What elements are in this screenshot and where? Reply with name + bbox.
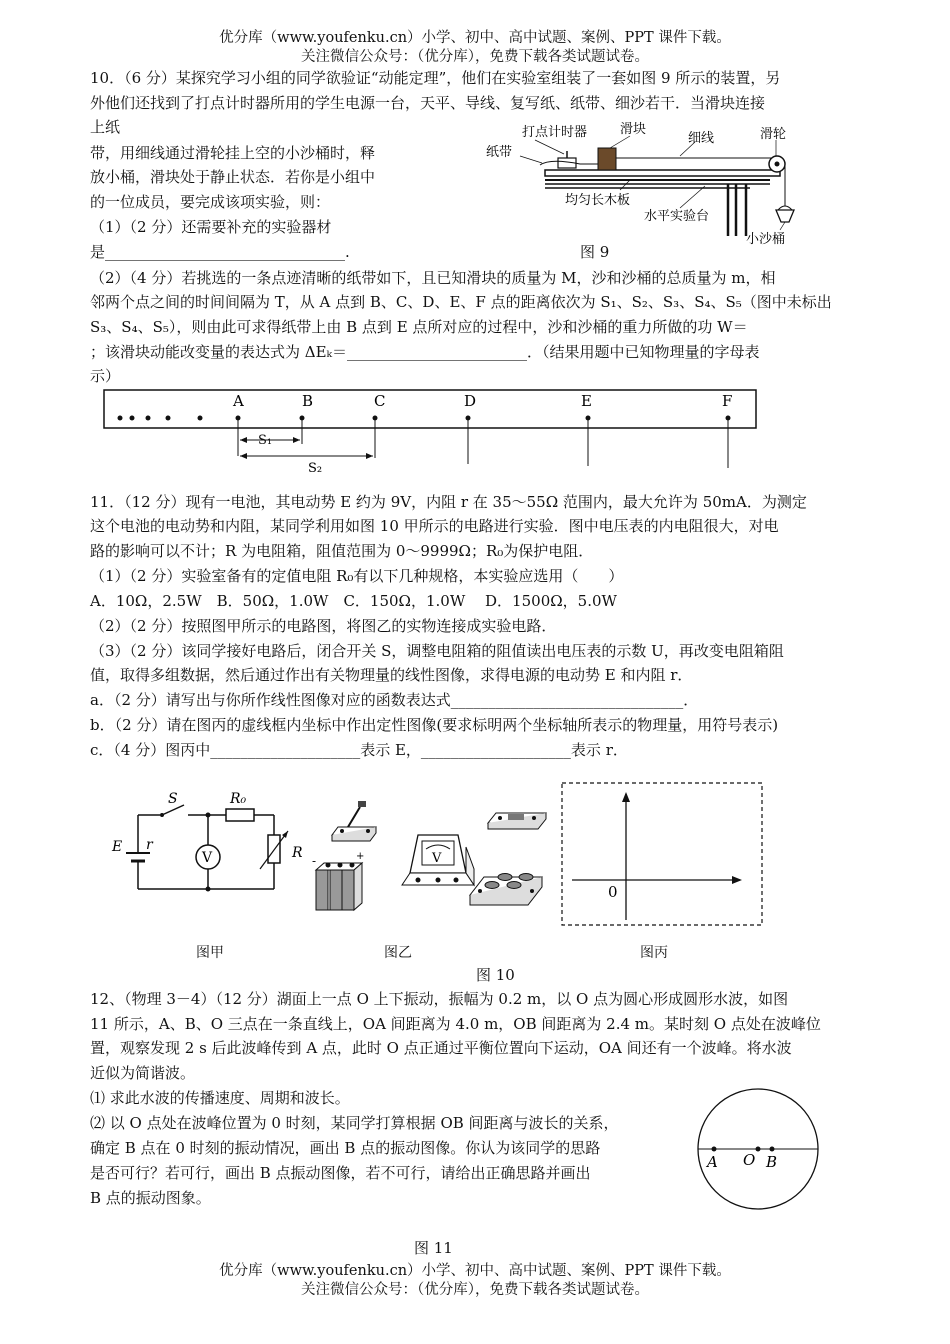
q11-line-8: 值，取得多组数据，然后通过作出有关物理量的线性图像，求得电源的电动势 E 和内阻 r． bbox=[90, 666, 693, 684]
q12-line-5: ⑴ 求此水波的传播速度、周期和波长。 bbox=[90, 1089, 350, 1107]
label-tape: 纸带 bbox=[486, 145, 513, 160]
svg-text:-: - bbox=[312, 854, 317, 868]
header-line-1: 优分库（www.youfenku.cn）小学、初中、高中试题、案例、PPT 课件下载。 bbox=[219, 30, 731, 46]
svg-text:R: R bbox=[292, 845, 303, 861]
q10-line-5: 放小桶，滑块处于静止状态．若你是小组中 bbox=[90, 168, 376, 186]
svg-text:A: A bbox=[707, 1153, 718, 1171]
q12-line-4: 近似为简谐波。 bbox=[90, 1064, 196, 1082]
q12-line-8: 是否可行？若可行，画出 B 点振动图像，若不可行，请给出正确思路并画出 bbox=[90, 1164, 591, 1182]
q12-line-1: 12、（物理 3－4）（12 分）湖面上一点 O 上下振动，振幅为 0.2 m，以 O 点为圆心形成圆形水波，如图 bbox=[90, 990, 789, 1008]
point-o bbox=[756, 1147, 761, 1152]
figure-10-jia-caption: 图甲 bbox=[196, 945, 224, 961]
paper-tape-figure bbox=[100, 386, 765, 476]
q10-line-9: （2）（4 分）若挑选的一条点迹清晰的纸带如下，且已知滑块的质量为 M，沙和沙桶的总质量为 m，相 bbox=[90, 269, 776, 287]
svg-text:D: D bbox=[464, 392, 477, 410]
q11-line-9: a．（2 分）请写出与你所作线性图像对应的函数表达式_______________________________． bbox=[90, 691, 699, 709]
q10-line-3: 上纸 bbox=[90, 118, 121, 136]
s2-label: S₂ bbox=[308, 461, 323, 476]
q10-line-2: 外他们还找到了打点计时器所用的学生电源一台，天平、导线、复写纸、纸带、细沙若干．当滑块连接 bbox=[90, 94, 766, 112]
tape-point-f bbox=[722, 392, 732, 468]
svg-text:O: O bbox=[743, 1151, 756, 1169]
svg-text:R₀: R₀ bbox=[230, 791, 247, 807]
sand-bucket bbox=[776, 210, 794, 222]
resistance-box bbox=[470, 874, 542, 906]
voltmeter-device bbox=[402, 835, 474, 885]
q11-line-10: b．（2 分）请在图丙的虚线框内坐标中作出定性图像(要求标明两个坐标轴所表示的物理量，用符号表示) bbox=[90, 716, 779, 734]
q11-line-3: 路的影响可以不计；R 为电阻箱，阻值范围为 0～9999Ω；R₀为保护电阻． bbox=[90, 542, 594, 560]
figure-10-caption: 图 10 bbox=[476, 966, 515, 984]
s1-label: S₁ bbox=[258, 433, 273, 448]
q12-line-2: 11 所示，A、B、O 三点在一条直线上，OA 间距离为 4.0 m，OB 间距离为 2.4 m。某时刻 O 点处在波峰位 bbox=[90, 1015, 821, 1033]
q10-line-13: 示） bbox=[90, 367, 121, 385]
svg-text:r: r bbox=[146, 837, 153, 853]
label-pulley: 滑轮 bbox=[760, 127, 787, 142]
label-table: 水平实验台 bbox=[644, 209, 710, 224]
point-a bbox=[712, 1147, 717, 1152]
footer-line-2: 关注微信公众号：（优分库），免费下载各类试题试卷。 bbox=[301, 1282, 649, 1298]
q10-line-6: 的一位成员，要完成该项实验，则： bbox=[90, 193, 331, 211]
q11-line-2: 这个电池的电动势和内阻，某同学利用如图 10 甲所示的电路进行实验．图中电压表的内电阻很大，对电 bbox=[90, 517, 779, 535]
battery-pack bbox=[312, 851, 364, 910]
q12-line-7: 确定 B 点在 0 时刻的振动情况，画出 B 点的振动图像。你认为该同学的思路 bbox=[90, 1139, 601, 1157]
q10-line-7: （1）（2 分）还需要补充的实验器材 bbox=[90, 218, 332, 236]
svg-text:F: F bbox=[722, 392, 733, 410]
q10-line-10: 邻两个点之间的时间间隔为 T，从 A 点到 B、C、D、E、F 点的距离依次为 S₁、S₂、S₃、S₄、S₅（图中未标出 bbox=[90, 293, 832, 311]
point-b bbox=[770, 1147, 775, 1152]
long-board bbox=[545, 170, 780, 176]
q12-line-3: 置，观察发现 2 s 后此波峰传到 A 点，此时 O 点正通过平衡位置向下运动，OA 间还有一个波峰。将水波 bbox=[90, 1039, 792, 1057]
q11-line-4: （1）（2 分）实验室备有的定值电阻 R₀有以下几种规格，本实验应选用（ ） bbox=[90, 567, 624, 585]
label-string: 细线 bbox=[688, 131, 715, 146]
q10-line-11: S₃、S₄、S₅），则由此可求得纸带上由 B 点到 E 点所对应的过程中，沙和沙桶的重力所做的功 W＝ bbox=[90, 318, 748, 336]
fixed-resistor bbox=[488, 813, 546, 829]
q11-line-6: （2）（2 分）按照图甲所示的电路图，将图乙的实物连接成实验电路． bbox=[90, 617, 557, 635]
q11-line-11: c．（4 分）图丙中____________________表示 E，____________________表示 r． bbox=[90, 741, 628, 759]
figure-9-caption: 图 9 bbox=[580, 243, 610, 261]
svg-text:V: V bbox=[202, 850, 213, 866]
label-board: 均匀长木板 bbox=[565, 193, 631, 208]
q10-line-4: 带，用细线通过滑轮挂上空的小沙桶时，释 bbox=[90, 144, 376, 162]
svg-text:V: V bbox=[432, 851, 442, 866]
figure-10-jia-circuit bbox=[108, 785, 318, 915]
label-timer: 打点计时器 bbox=[522, 125, 588, 140]
figure-10-bing-caption: 图丙 bbox=[640, 945, 668, 961]
q10-line-1: 10．（6 分）某探究学习小组的同学欲验证“动能定理”，他们在实验室组装了一套如图 9 所示的装置，另 bbox=[90, 69, 781, 87]
q11-line-1: 11．（12 分）现有一电池，其电动势 E 约为 9V，内阻 r 在 35～55Ω 范围内，最大允许为 50mA．为测定 bbox=[90, 493, 807, 511]
figure-11-circle bbox=[690, 1085, 830, 1215]
resistor-r0 bbox=[226, 809, 254, 821]
label-block: 滑块 bbox=[620, 122, 647, 137]
figure-11-caption: 图 11 bbox=[414, 1239, 453, 1257]
slider-block bbox=[598, 148, 616, 170]
origin-label: 0 bbox=[608, 883, 618, 901]
q10-line-12: ；该滑块动能改变量的表达式为 ΔEₖ＝________________________．（结果用题中已知物理量的字母表 bbox=[90, 343, 760, 361]
svg-text:B: B bbox=[766, 1153, 778, 1171]
footer-line-1: 优分库（www.youfenku.cn）小学、初中、高中试题、案例、PPT 课件下载。 bbox=[219, 1263, 731, 1279]
figure-10-yi-caption: 图乙 bbox=[384, 945, 412, 961]
tape-point-e bbox=[581, 392, 592, 466]
q10-line-8: 是________________________________. bbox=[90, 243, 350, 261]
svg-text:E: E bbox=[581, 392, 592, 410]
svg-text:+: + bbox=[356, 851, 365, 862]
svg-text:E: E bbox=[112, 839, 123, 855]
header-line-2: 关注微信公众号：（优分库），免费下载各类试题试卷。 bbox=[301, 49, 649, 65]
figure-9-apparatus bbox=[480, 118, 810, 268]
svg-text:B: B bbox=[302, 392, 314, 410]
q11-line-5: A．10Ω，2.5W B．50Ω，1.0W C．150Ω，1.0W D．1500Ω，5.0W bbox=[90, 592, 617, 610]
figure-10-yi-apparatus bbox=[310, 785, 555, 915]
q12-line-6: ⑵ 以 O 点处在波峰位置为 0 时刻，某同学打算根据 OB 间距离与波长的关系， bbox=[90, 1114, 619, 1132]
q11-line-7: （3）（2 分）该同学接好电路后，闭合开关 S，调整电阻箱的阻值读出电压表的示数 U，再改变电阻箱阻 bbox=[90, 642, 784, 660]
svg-text:C: C bbox=[374, 392, 386, 410]
figure-10-bing-axes bbox=[560, 780, 766, 928]
label-bucket: 小沙桶 bbox=[746, 232, 786, 247]
q12-line-9: B 点的振动图象。 bbox=[90, 1189, 211, 1207]
svg-text:A: A bbox=[233, 392, 244, 410]
svg-text:S: S bbox=[168, 791, 178, 807]
